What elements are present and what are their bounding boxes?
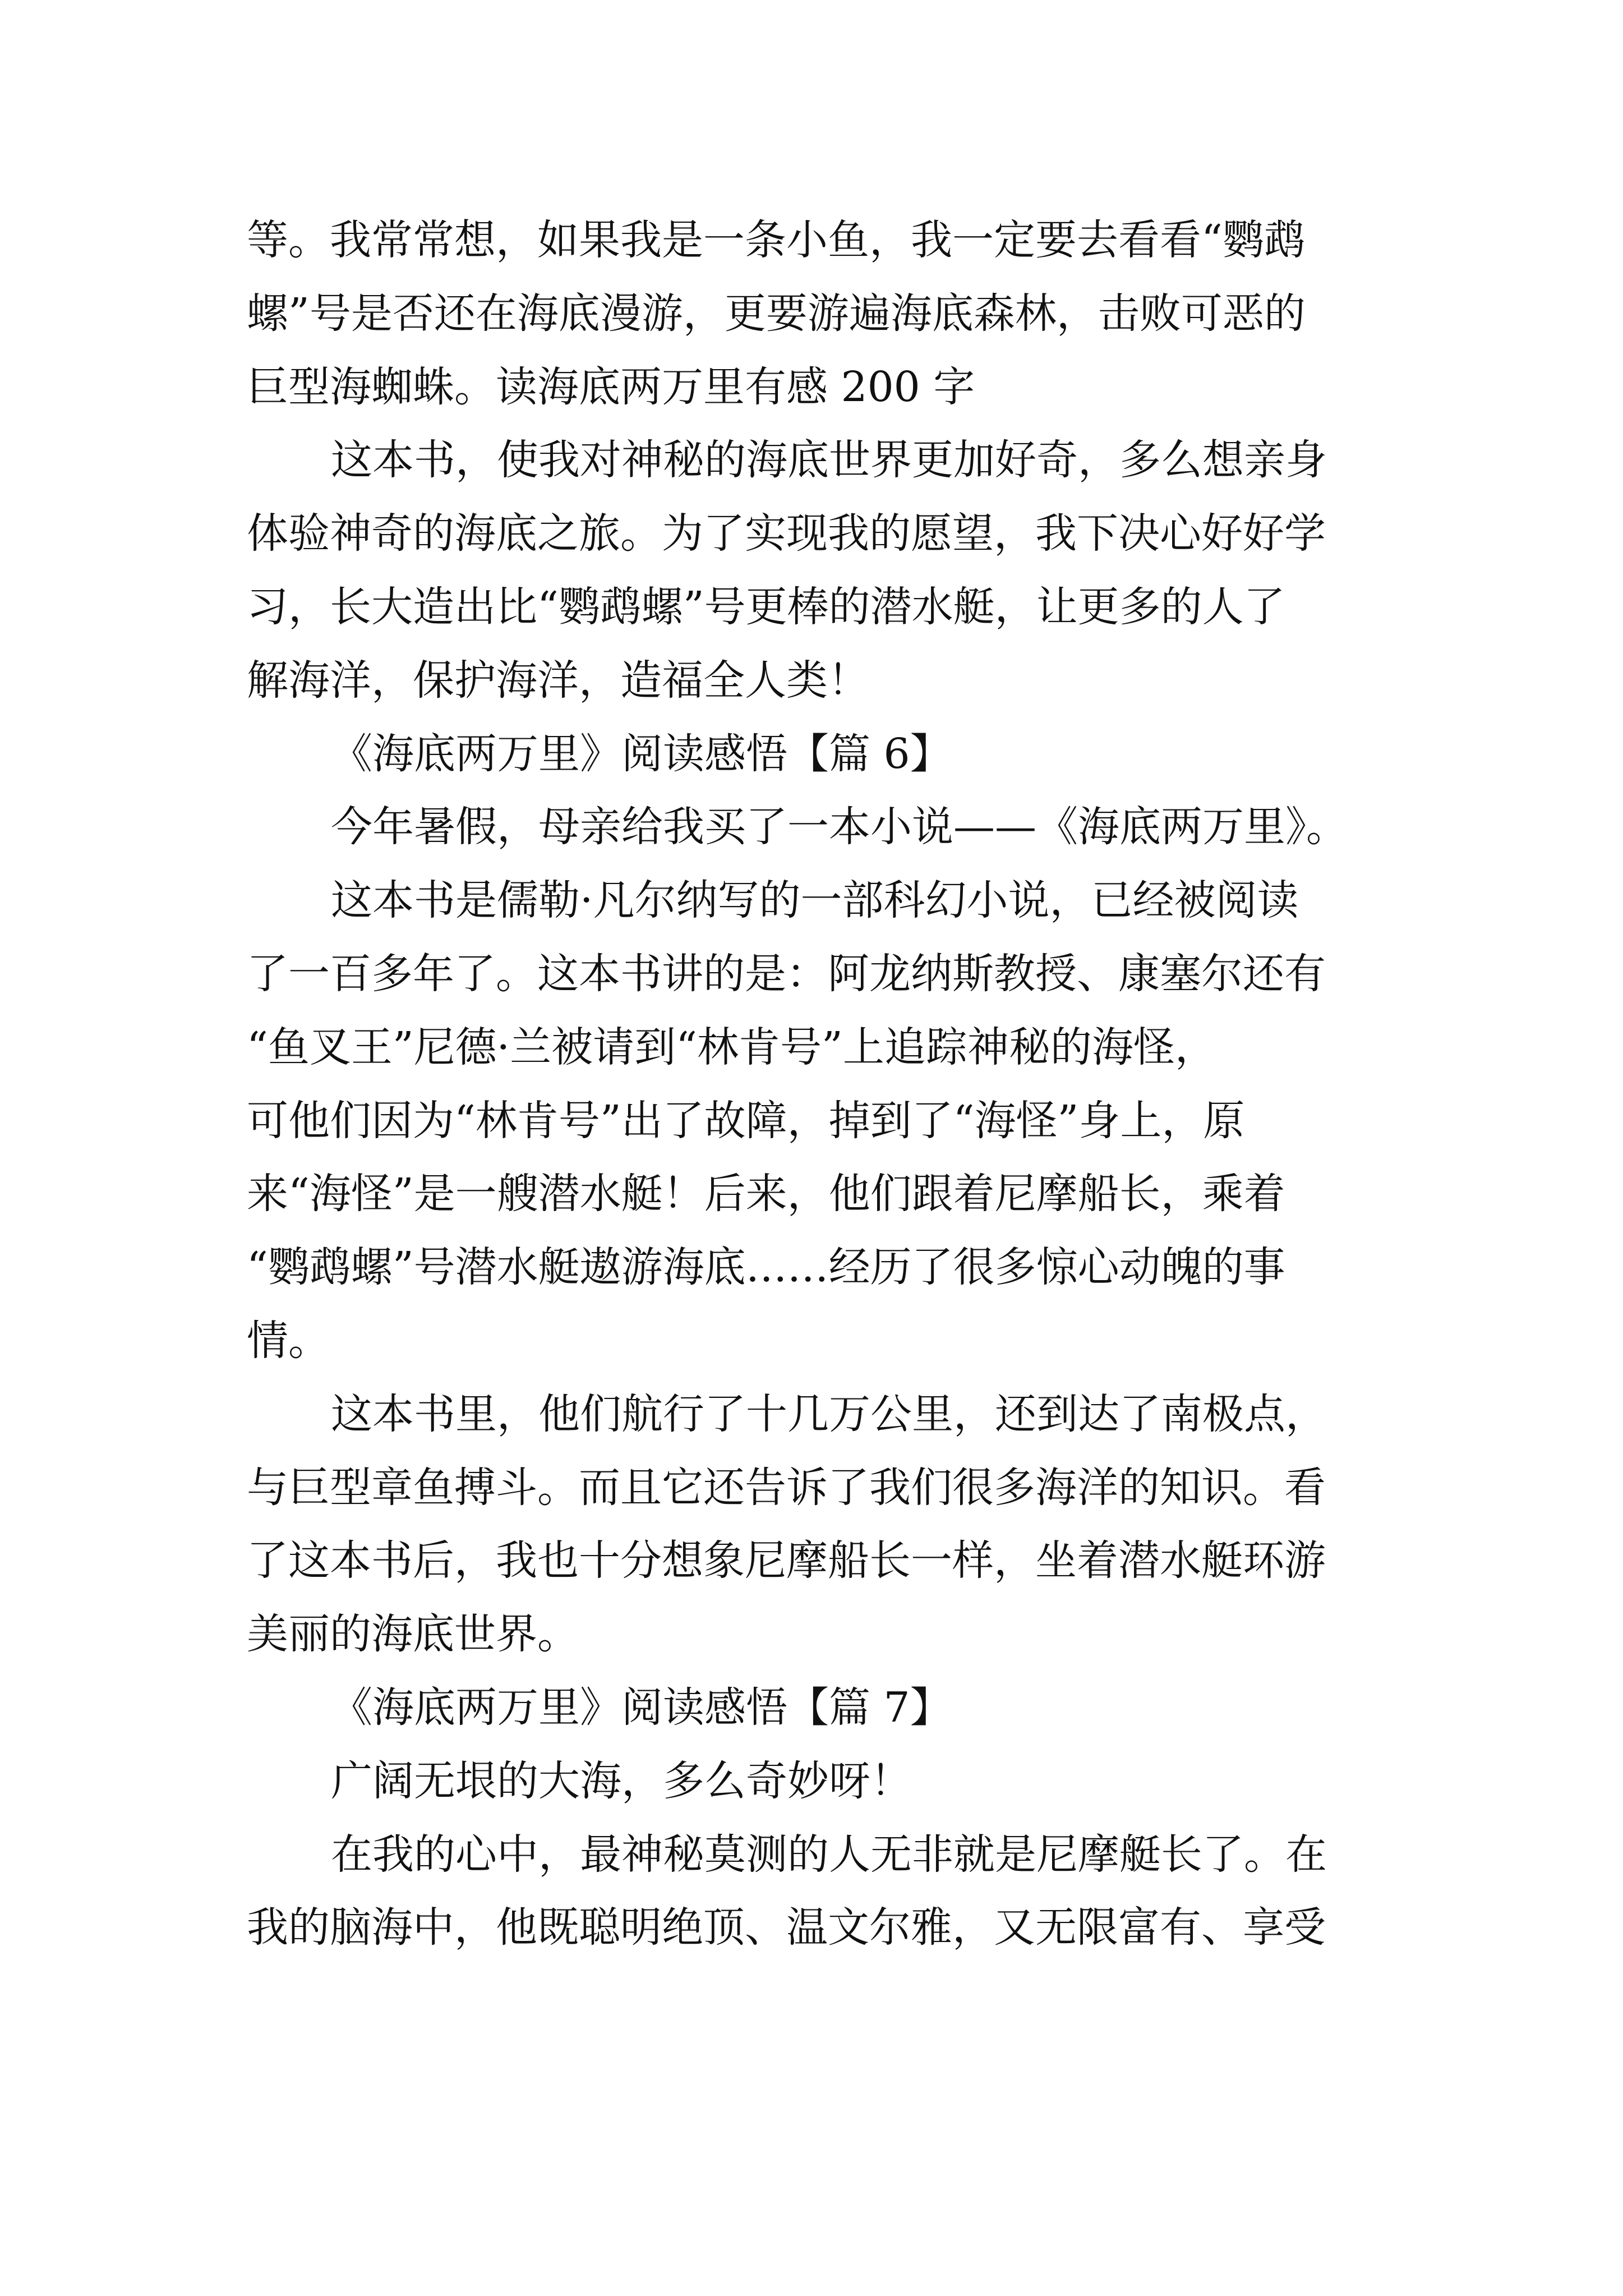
text-line: 《海底两万里》阅读感悟【篇 7】	[331, 1683, 952, 1732]
text-line: “鹦鹉螺”号潜水艇遨游海底……经历了很多惊心动魄的事	[247, 1243, 1285, 1292]
text-line: “鱼叉王”尼德·兰被请到“林肯号”上追踪神秘的海怪，	[247, 1023, 1216, 1071]
text-line: 这本书是儒勒·凡尔纳写的一部科幻小说，已经被阅读	[331, 876, 1299, 925]
text-line: 这本书，使我对神秘的海底世界更加好奇，多么想亲身	[331, 436, 1327, 485]
text-line: 在我的心中，最神秘莫测的人无非就是尼摩艇长了。在	[331, 1830, 1327, 1879]
text-line: 我的脑海中，他既聪明绝顶、温文尔雅，又无限富有、享受	[247, 1903, 1326, 1952]
text-line: 解海洋，保护海洋，造福全人类！	[247, 656, 869, 705]
text-line: 等。我常常想，如果我是一条小鱼，我一定要去看看“鹦鹉	[247, 216, 1306, 264]
text-line: 巨型海蜘蛛。读海底两万里有感 200 字	[247, 362, 975, 411]
text-line: 了这本书后，我也十分想象尼摩船长一样，坐着潜水艇环游	[247, 1536, 1326, 1585]
text-line: 广阔无垠的大海，多么奇妙呀！	[331, 1756, 912, 1805]
text-line: 今年暑假，母亲给我买了一本小说——《海底两万里》。	[331, 803, 1348, 852]
text-line: 了一百多年了。这本书讲的是：阿龙纳斯教授、康塞尔还有	[247, 950, 1326, 998]
text-line: 这本书里，他们航行了十几万公里，还到达了南极点，	[331, 1389, 1327, 1438]
text-line: 体验神奇的海底之旅。为了实现我的愿望，我下决心好好学	[247, 509, 1326, 558]
text-line: 《海底两万里》阅读感悟【篇 6】	[331, 729, 952, 778]
text-line: 螺”号是否还在海底漫游，更要游遍海底森林，击败可恶的	[247, 289, 1306, 338]
text-line: 来“海怪”是一艘潜水艇！后来，他们跟着尼摩船长，乘着	[247, 1170, 1285, 1218]
text-line: 习，长大造出比“鹦鹉螺”号更棒的潜水艇，让更多的人了	[247, 583, 1285, 631]
text-line: 情。	[247, 1317, 330, 1365]
text-line: 美丽的海底世界。	[247, 1610, 579, 1659]
text-line: 可他们因为“林肯号”出了故障，掉到了“海怪”身上，原	[247, 1096, 1245, 1145]
text-line: 与巨型章鱼搏斗。而且它还告诉了我们很多海洋的知识。看	[247, 1463, 1326, 1512]
